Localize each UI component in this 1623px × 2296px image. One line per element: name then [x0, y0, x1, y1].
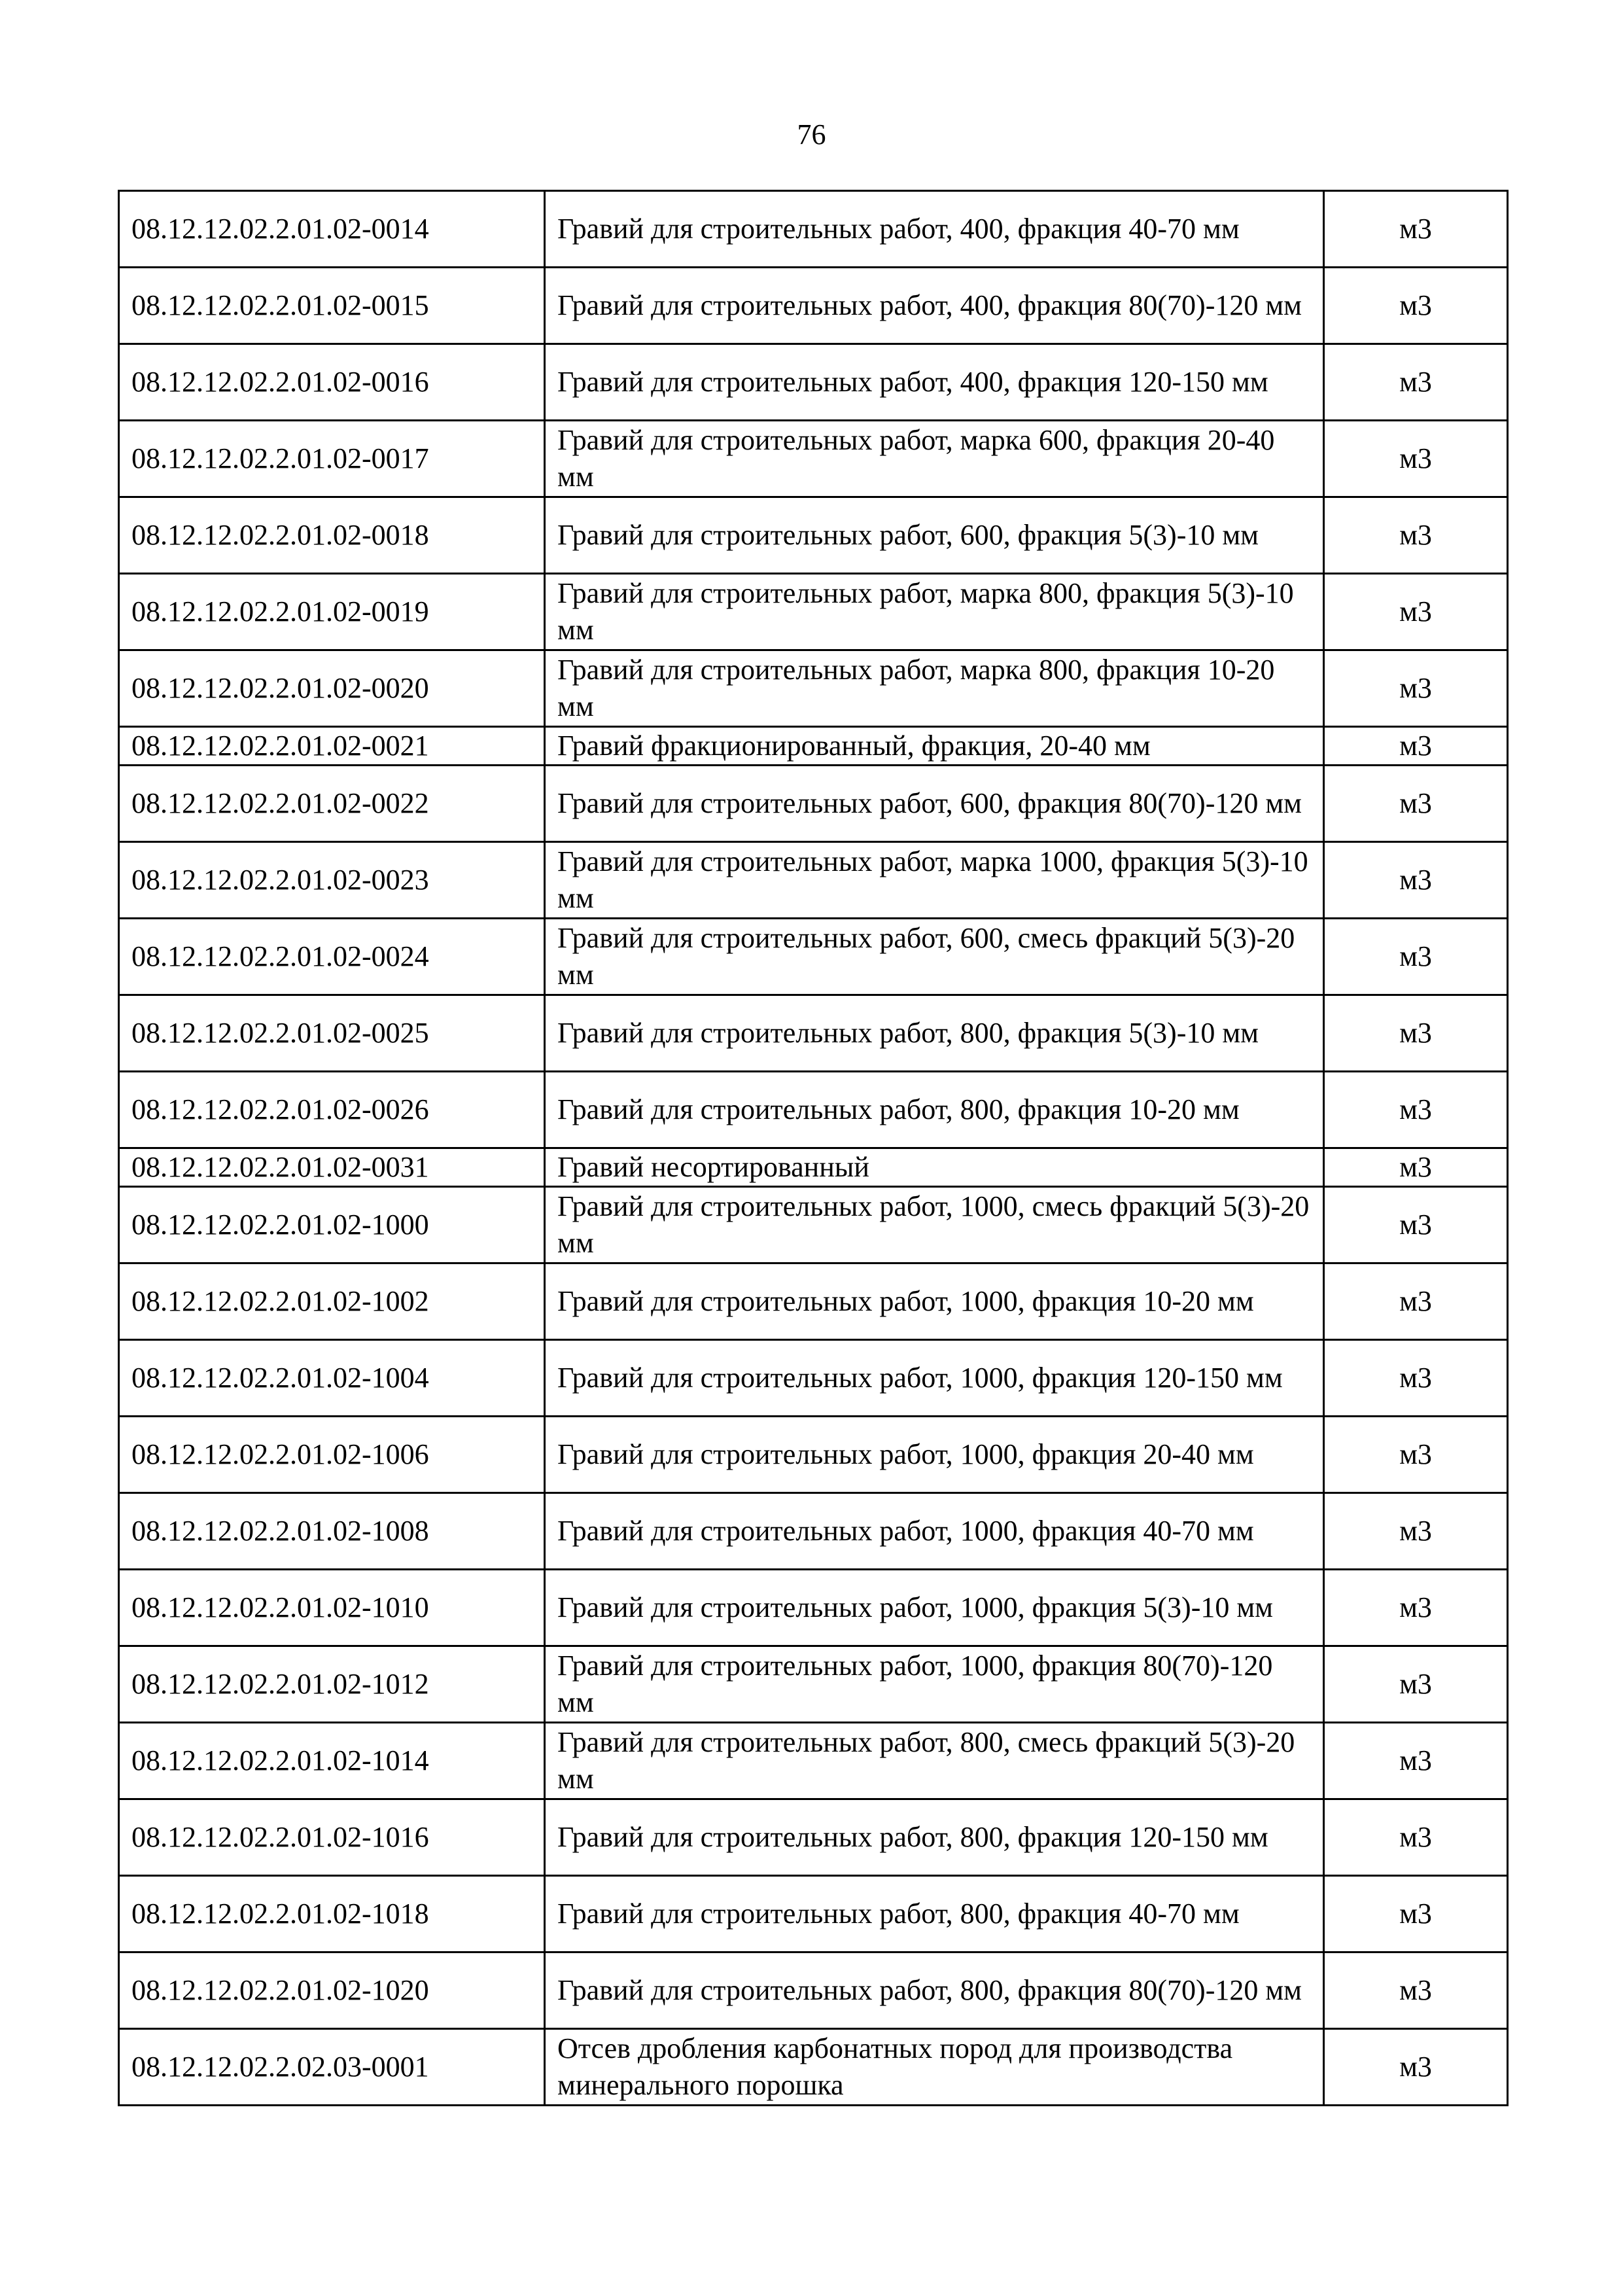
table-row [119, 1417, 1508, 1493]
table-row [119, 1340, 1508, 1417]
unit-cell: м3 [1324, 1493, 1508, 1570]
name-cell: Гравий для строительных работ, 400, фракция 80(70)-120 мм [545, 268, 1324, 344]
unit-cell: м3 [1324, 1952, 1508, 2029]
unit-cell: м3 [1324, 191, 1508, 268]
table-row [119, 268, 1508, 344]
table-row [119, 191, 1508, 268]
code-cell: 08.12.12.02.2.01.02-0018 [119, 497, 545, 574]
page-number: 76 [797, 118, 826, 150]
code-cell: 08.12.12.02.2.01.02-0019 [119, 574, 545, 650]
table-row [119, 1799, 1508, 1876]
table-row [119, 650, 1508, 727]
unit-cell: м3 [1324, 842, 1508, 919]
name-cell: Гравий для строительных работ, 800, фракция 5(3)-10 мм [545, 995, 1324, 1072]
table-row [119, 497, 1508, 574]
table-row [119, 1263, 1508, 1340]
name-cell: Гравий для строительных работ, 1000, фракция 80(70)-120 мм [545, 1646, 1324, 1723]
unit-cell: м3 [1324, 995, 1508, 1072]
table-row [119, 919, 1508, 995]
code-cell: 08.12.12.02.2.01.02-0015 [119, 268, 545, 344]
code-cell: 08.12.12.02.2.01.02-0014 [119, 191, 545, 268]
unit-cell: м3 [1324, 1263, 1508, 1340]
code-cell: 08.12.12.02.2.01.02-1008 [119, 1493, 545, 1570]
unit-cell: м3 [1324, 1646, 1508, 1723]
table-row [119, 1072, 1508, 1148]
unit-cell: м3 [1324, 919, 1508, 995]
code-cell: 08.12.12.02.2.01.02-1004 [119, 1340, 545, 1417]
name-cell: Гравий фракционированный, фракция, 20-40 мм [545, 727, 1324, 766]
code-cell: 08.12.12.02.2.01.02-0022 [119, 766, 545, 842]
unit-cell: м3 [1324, 1799, 1508, 1876]
name-cell: Гравий для строительных работ, 1000, фракция 40-70 мм [545, 1493, 1324, 1570]
code-cell: 08.12.12.02.2.01.02-0017 [119, 421, 545, 497]
name-cell: Гравий для строительных работ, марка 600, фракция 20-40 мм [545, 421, 1324, 497]
table-row [119, 574, 1508, 650]
unit-cell: м3 [1324, 1340, 1508, 1417]
code-cell: 08.12.12.02.2.01.02-1020 [119, 1952, 545, 2029]
code-cell: 08.12.12.02.2.01.02-0031 [119, 1148, 545, 1187]
code-cell: 08.12.12.02.2.01.02-1014 [119, 1723, 545, 1799]
name-cell: Гравий для строительных работ, 800, фракция 40-70 мм [545, 1876, 1324, 1952]
name-cell: Гравий для строительных работ, марка 800, фракция 10-20 мм [545, 650, 1324, 727]
table-row [119, 1148, 1508, 1187]
code-cell: 08.12.12.02.2.01.02-0016 [119, 344, 545, 421]
unit-cell: м3 [1324, 1570, 1508, 1646]
name-cell: Гравий для строительных работ, 800, фракция 80(70)-120 мм [545, 1952, 1324, 2029]
table-row [119, 1876, 1508, 1952]
code-cell: 08.12.12.02.2.01.02-0021 [119, 727, 545, 766]
code-cell: 08.12.12.02.2.01.02-1010 [119, 1570, 545, 1646]
unit-cell: м3 [1324, 421, 1508, 497]
name-cell: Гравий для строительных работ, 400, фракция 40-70 мм [545, 191, 1324, 268]
unit-cell: м3 [1324, 344, 1508, 421]
table-row [119, 1952, 1508, 2029]
table-row [119, 1646, 1508, 1723]
name-cell: Гравий для строительных работ, 1000, фракция 5(3)-10 мм [545, 1570, 1324, 1646]
table-row [119, 344, 1508, 421]
unit-cell: м3 [1324, 1723, 1508, 1799]
unit-cell: м3 [1324, 766, 1508, 842]
name-cell: Гравий для строительных работ, 600, фракция 5(3)-10 мм [545, 497, 1324, 574]
name-cell: Гравий несортированный [545, 1148, 1324, 1187]
unit-cell: м3 [1324, 268, 1508, 344]
code-cell: 08.12.12.02.2.01.02-0023 [119, 842, 545, 919]
name-cell: Отсев дробления карбонатных пород для производства минерального порошка [545, 2029, 1324, 2106]
unit-cell: м3 [1324, 497, 1508, 574]
name-cell: Гравий для строительных работ, 400, фракция 120-150 мм [545, 344, 1324, 421]
table-row [119, 421, 1508, 497]
table-row [119, 766, 1508, 842]
name-cell: Гравий для строительных работ, марка 1000, фракция 5(3)-10 мм [545, 842, 1324, 919]
unit-cell: м3 [1324, 574, 1508, 650]
code-cell: 08.12.12.02.2.01.02-0026 [119, 1072, 545, 1148]
table-row [119, 842, 1508, 919]
table-row [119, 1493, 1508, 1570]
table-row [119, 995, 1508, 1072]
table-row [119, 2029, 1508, 2106]
unit-cell: м3 [1324, 1148, 1508, 1187]
code-cell: 08.12.12.02.2.01.02-1000 [119, 1187, 545, 1263]
code-cell: 08.12.12.02.2.01.02-1016 [119, 1799, 545, 1876]
name-cell: Гравий для строительных работ, 800, смесь фракций 5(3)-20 мм [545, 1723, 1324, 1799]
code-cell: 08.12.12.02.2.01.02-0024 [119, 919, 545, 995]
unit-cell: м3 [1324, 727, 1508, 766]
code-cell: 08.12.12.02.2.01.02-0025 [119, 995, 545, 1072]
code-cell: 08.12.12.02.2.02.03-0001 [119, 2029, 545, 2106]
code-cell: 08.12.12.02.2.01.02-1012 [119, 1646, 545, 1723]
unit-cell: м3 [1324, 1072, 1508, 1148]
table-row [119, 727, 1508, 766]
name-cell: Гравий для строительных работ, 800, фракция 120-150 мм [545, 1799, 1324, 1876]
name-cell: Гравий для строительных работ, 600, смесь фракций 5(3)-20 мм [545, 919, 1324, 995]
name-cell: Гравий для строительных работ, 1000, фракция 20-40 мм [545, 1417, 1324, 1493]
unit-cell: м3 [1324, 1876, 1508, 1952]
code-cell: 08.12.12.02.2.01.02-1018 [119, 1876, 545, 1952]
name-cell: Гравий для строительных работ, 800, фракция 10-20 мм [545, 1072, 1324, 1148]
name-cell: Гравий для строительных работ, 600, фракция 80(70)-120 мм [545, 766, 1324, 842]
name-cell: Гравий для строительных работ, марка 800, фракция 5(3)-10 мм [545, 574, 1324, 650]
name-cell: Гравий для строительных работ, 1000, фракция 10-20 мм [545, 1263, 1324, 1340]
name-cell: Гравий для строительных работ, 1000, фракция 120-150 мм [545, 1340, 1324, 1417]
unit-cell: м3 [1324, 650, 1508, 727]
code-cell: 08.12.12.02.2.01.02-1006 [119, 1417, 545, 1493]
name-cell: Гравий для строительных работ, 1000, смесь фракций 5(3)-20 мм [545, 1187, 1324, 1263]
table-row [119, 1723, 1508, 1799]
code-cell: 08.12.12.02.2.01.02-1002 [119, 1263, 545, 1340]
unit-cell: м3 [1324, 1187, 1508, 1263]
unit-cell: м3 [1324, 2029, 1508, 2106]
unit-cell: м3 [1324, 1417, 1508, 1493]
code-cell: 08.12.12.02.2.01.02-0020 [119, 650, 545, 727]
table-row [119, 1187, 1508, 1263]
table-row [119, 1570, 1508, 1646]
classifier-table [118, 190, 1509, 2106]
